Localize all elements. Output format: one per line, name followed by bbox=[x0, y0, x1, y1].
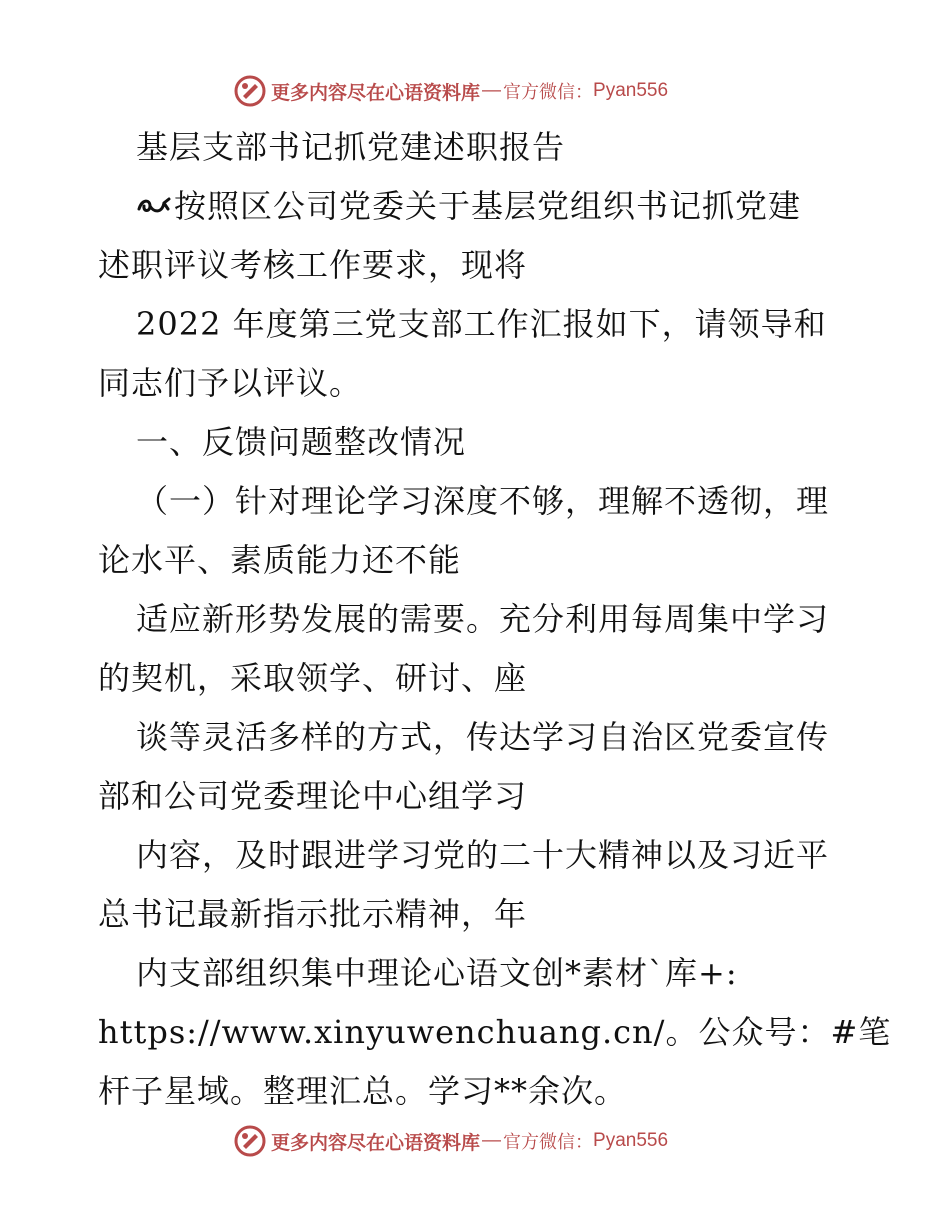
watermark-contact-label: 官方微信： bbox=[503, 1132, 594, 1153]
paragraph-line: 论水平、素质能力还不能 bbox=[98, 541, 462, 579]
paragraph-line: 内容，及时跟进学习党的二十大精神以及习近平 bbox=[136, 836, 830, 874]
paragraph-line: 内支部组织集中理论心语文创*素材`库+: bbox=[136, 954, 738, 992]
seal-logo-icon bbox=[233, 74, 267, 108]
document-title: 基层支部书记抓党建述职报告 bbox=[136, 128, 566, 166]
paragraph-line: 2022 年度第三党支部工作汇报如下，请领导和 bbox=[136, 305, 827, 343]
watermark-wechat-id: Pyan556 bbox=[593, 1130, 669, 1151]
document-body bbox=[98, 118, 892, 1121]
watermark-text: 更多内容尽在心语资料库 bbox=[271, 81, 481, 104]
fleuron-icon bbox=[136, 191, 172, 221]
paragraph-line: （一）针对理论学习深度不够，理解不透彻，理 bbox=[136, 482, 830, 520]
paragraph-line bbox=[98, 177, 858, 236]
watermark-wechat-id: Pyan556 bbox=[593, 80, 669, 101]
paragraph-line: 适应新形势发展的需要。充分利用每周集中学习 bbox=[136, 600, 830, 638]
paragraph-line: 部和公司党委理论中心组学习 bbox=[98, 777, 528, 815]
watermark-text: 更多内容尽在心语资料库 bbox=[271, 1131, 481, 1154]
watermark-separator: — bbox=[482, 80, 502, 101]
paragraph-line: 总书记最新指示批示精神，年 bbox=[98, 895, 528, 933]
paragraph-line: 同志们予以评议。 bbox=[98, 364, 363, 402]
section-heading: 一、反馈问题整改情况 bbox=[136, 423, 467, 461]
header-watermark bbox=[233, 74, 668, 108]
paragraph-line: 谈等灵活多样的方式，传达学习自治区党委宣传 bbox=[136, 718, 830, 756]
paragraph-line: 述职评议考核工作要求，现将 bbox=[98, 246, 528, 284]
footer-watermark bbox=[233, 1124, 668, 1158]
watermark-separator: — bbox=[482, 1130, 502, 1151]
watermark-contact-label: 官方微信： bbox=[503, 82, 594, 103]
paragraph-text: 按照区公司党委关于基层党组织书记抓党建 bbox=[174, 187, 802, 225]
paragraph-line-url: https://www.xinyuwenchuang.cn/。公众号：#笔 bbox=[98, 1013, 892, 1051]
seal-logo-icon bbox=[233, 1124, 267, 1158]
paragraph-line: 的契机，采取领学、研讨、座 bbox=[98, 659, 528, 697]
paragraph-line: 杆子星域。整理汇总。学习**余次。 bbox=[98, 1072, 628, 1110]
